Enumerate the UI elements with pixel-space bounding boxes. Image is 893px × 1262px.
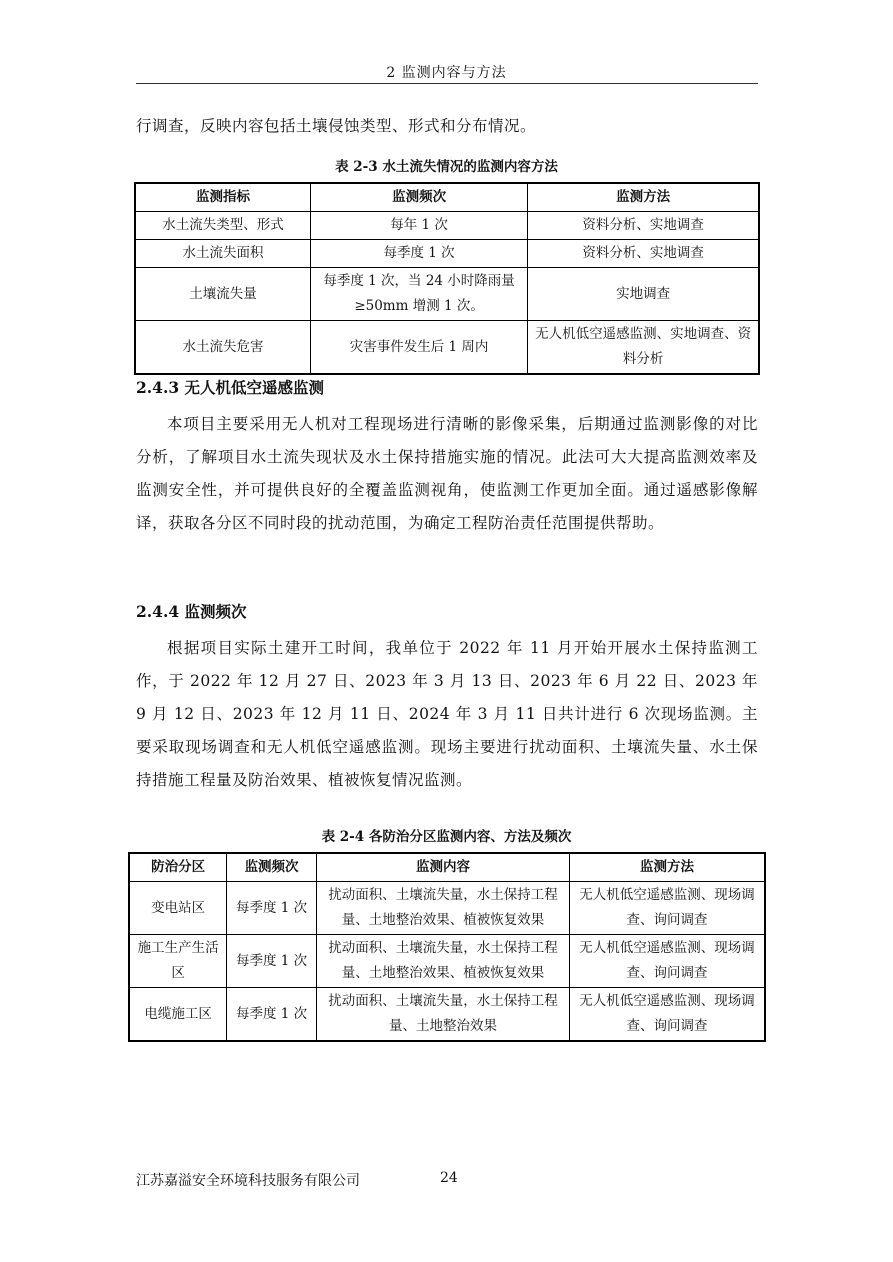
table-header-cell: 防治分区 [129, 853, 227, 882]
section-heading-2-4-4: 2.4.4 监测频次 [136, 602, 247, 621]
table-cell: 施工生产生活区 [129, 935, 227, 988]
table-header-row [135, 183, 759, 212]
table-cell: 扰动面积、土壤流失量，水土保持工程量、土地整治效果、植被恢复效果 [316, 882, 569, 935]
table-cell: 每季度 1 次，当 24 小时降雨量≥50mm 增测 1 次。 [310, 268, 527, 321]
table-cell: 每季度 1 次 [227, 882, 317, 935]
table-header-cell: 监测频次 [227, 853, 317, 882]
table-cell: 水土流失危害 [135, 321, 310, 375]
table-header-cell: 监测内容 [316, 853, 569, 882]
header-rule [136, 83, 758, 84]
table-cell: 灾害事件发生后 1 周内 [310, 321, 527, 375]
table-header-cell: 监测方法 [570, 853, 765, 882]
table1-caption: 表 2-3 水土流失情况的监测内容方法 [335, 159, 558, 175]
table-header-row [129, 853, 765, 882]
table-row [135, 321, 759, 375]
table-row [135, 240, 759, 268]
section-heading-2-4-3: 2.4.3 无人机低空遥感监测 [136, 378, 325, 397]
section-body-2-4-3: 本项目主要采用无人机对工程现场进行清晰的影像采集，后期通过监测影像的对比分析，了解项目水土流失现状及水土保持措施实施的情况。此法可大大提高监测效率及监测安全性，并可提供良好的全覆盖监测视角，使监测工作更加全面。通过遥感影像解译，获取各分区不同时段的扰动范围，为确定工程防治责任范围提供帮助。 [136, 415, 758, 532]
table-cell: 电缆施工区 [129, 988, 227, 1042]
table-2-4 [128, 852, 766, 1042]
table-cell: 扰动面积、土壤流失量，水土保持工程量、土地整治效果、植被恢复效果 [316, 935, 569, 988]
table-header-cell: 监测方法 [528, 183, 759, 212]
table-cell: 每季度 1 次 [227, 935, 317, 988]
table-header-cell: 监测指标 [135, 183, 310, 212]
table-2-3 [134, 182, 760, 375]
page-number: 24 [440, 1170, 458, 1186]
footer-company: 江苏嘉溢安全环境科技服务有限公司 [136, 1173, 360, 1189]
table-cell: 扰动面积、土壤流失量，水土保持工程量、土地整治效果 [316, 988, 569, 1042]
table-cell: 水土流失面积 [135, 240, 310, 268]
table-row [135, 268, 759, 321]
section-body-2-4-4: 根据项目实际土建开工时间，我单位于 2022 年 11 月开始开展水土保持监测工作，于 2022 年 12 月 27 日、2023 年 3 月 13 日、2023 年 6 月 22 日、2023 年 9 月 12 日、2023 年 12 月 11 日、2024 年 3 月 11 日共计进行 6 次现场监测。主要采取现场调查和无人机低空遥感监测。现场主要进行扰动面积、土壤流失量、水土保持措施工程量及防治效果、植被恢复情况监测。 [136, 639, 758, 789]
table-cell: 无人机低空遥感监测、现场调查、询问调查 [570, 935, 765, 988]
table-cell: 无人机低空遥感监测、现场调查、询问调查 [570, 882, 765, 935]
table-header-cell: 监测频次 [310, 183, 527, 212]
table-row [129, 935, 765, 988]
table-row [129, 882, 765, 935]
table-cell: 每年 1 次 [310, 212, 527, 240]
table-cell: 资料分析、实地调查 [528, 212, 759, 240]
page-header-title: 2 监测内容与方法 [386, 65, 507, 81]
table-row [135, 212, 759, 240]
table-row [129, 988, 765, 1042]
table-cell: 每季度 1 次 [310, 240, 527, 268]
table-cell: 实地调查 [528, 268, 759, 321]
table-cell: 无人机低空遥感监测、实地调查、资料分析 [528, 321, 759, 375]
table-cell: 水土流失类型、形式 [135, 212, 310, 240]
table-cell: 无人机低空遥感监测、现场调查、询问调查 [570, 988, 765, 1042]
intro-line: 行调查，反映内容包括土壤侵蚀类型、形式和分布情况。 [136, 117, 537, 135]
table-cell: 每季度 1 次 [227, 988, 317, 1042]
table-cell: 土壤流失量 [135, 268, 310, 321]
table-cell: 资料分析、实地调查 [528, 240, 759, 268]
table2-caption: 表 2-4 各防治分区监测内容、方法及频次 [321, 829, 572, 845]
table-cell: 变电站区 [129, 882, 227, 935]
